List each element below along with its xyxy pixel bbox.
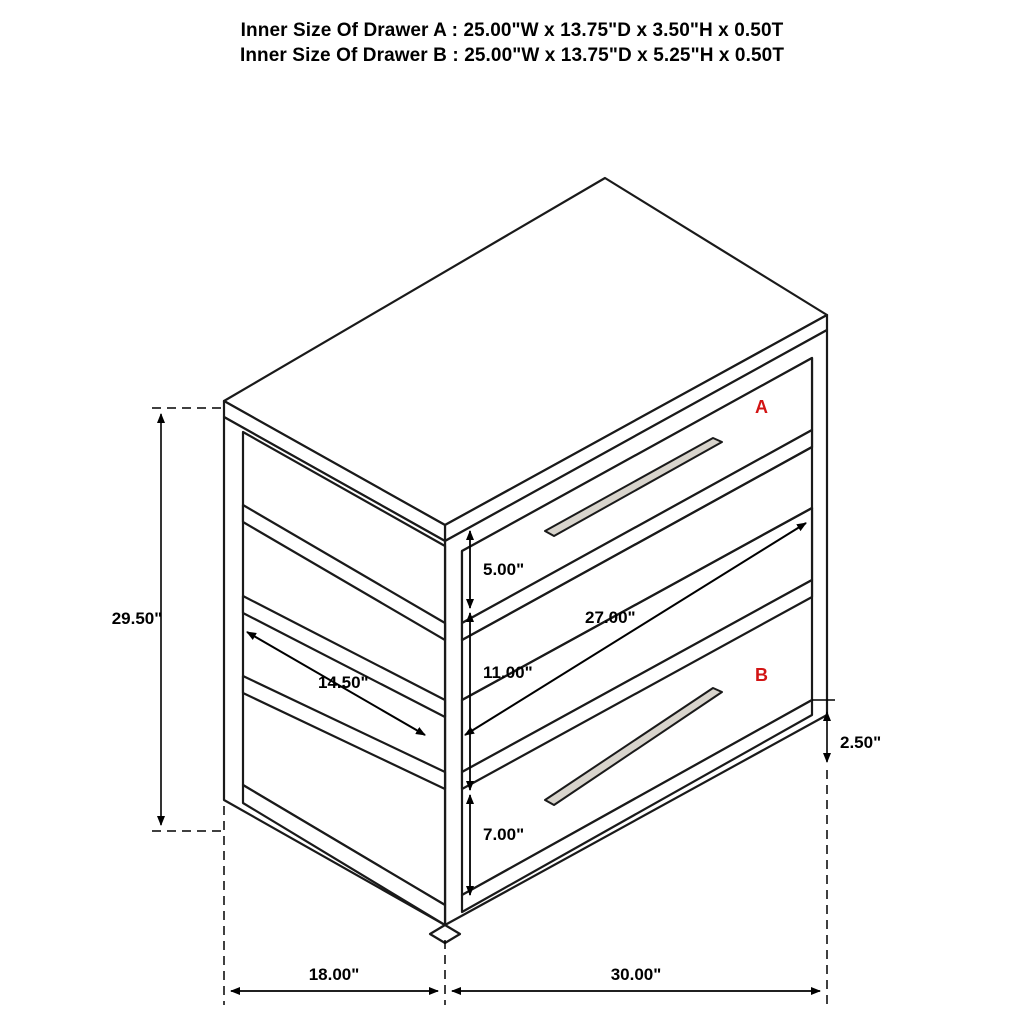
drawer-a-label: A (755, 397, 768, 417)
label-side-depth: 14.50" (318, 673, 369, 692)
drawer-b-note: Inner Size Of Drawer B : 25.00"W x 13.75"D x 5.25"H x 0.50T (239, 45, 785, 66)
label-overall-height: 29.50" (111, 609, 163, 628)
cabinet-body (224, 178, 827, 943)
drawer-b-label: B (755, 665, 768, 685)
label-lower-opening: 7.00" (483, 825, 525, 844)
label-base-width: 30.00" (610, 965, 662, 984)
label-leg-height: 2.50" (840, 733, 882, 752)
label-mid-section: 11.00" (483, 663, 533, 682)
label-upper-opening: 5.00" (483, 560, 525, 579)
drawer-a-note: Inner Size Of Drawer A : 25.00"W x 13.75"D x 3.50"H x 0.50T (240, 20, 784, 41)
dimension-overall-height (152, 408, 224, 831)
label-base-depth: 18.00" (308, 965, 360, 984)
label-front-width: 27.00" (585, 608, 636, 627)
